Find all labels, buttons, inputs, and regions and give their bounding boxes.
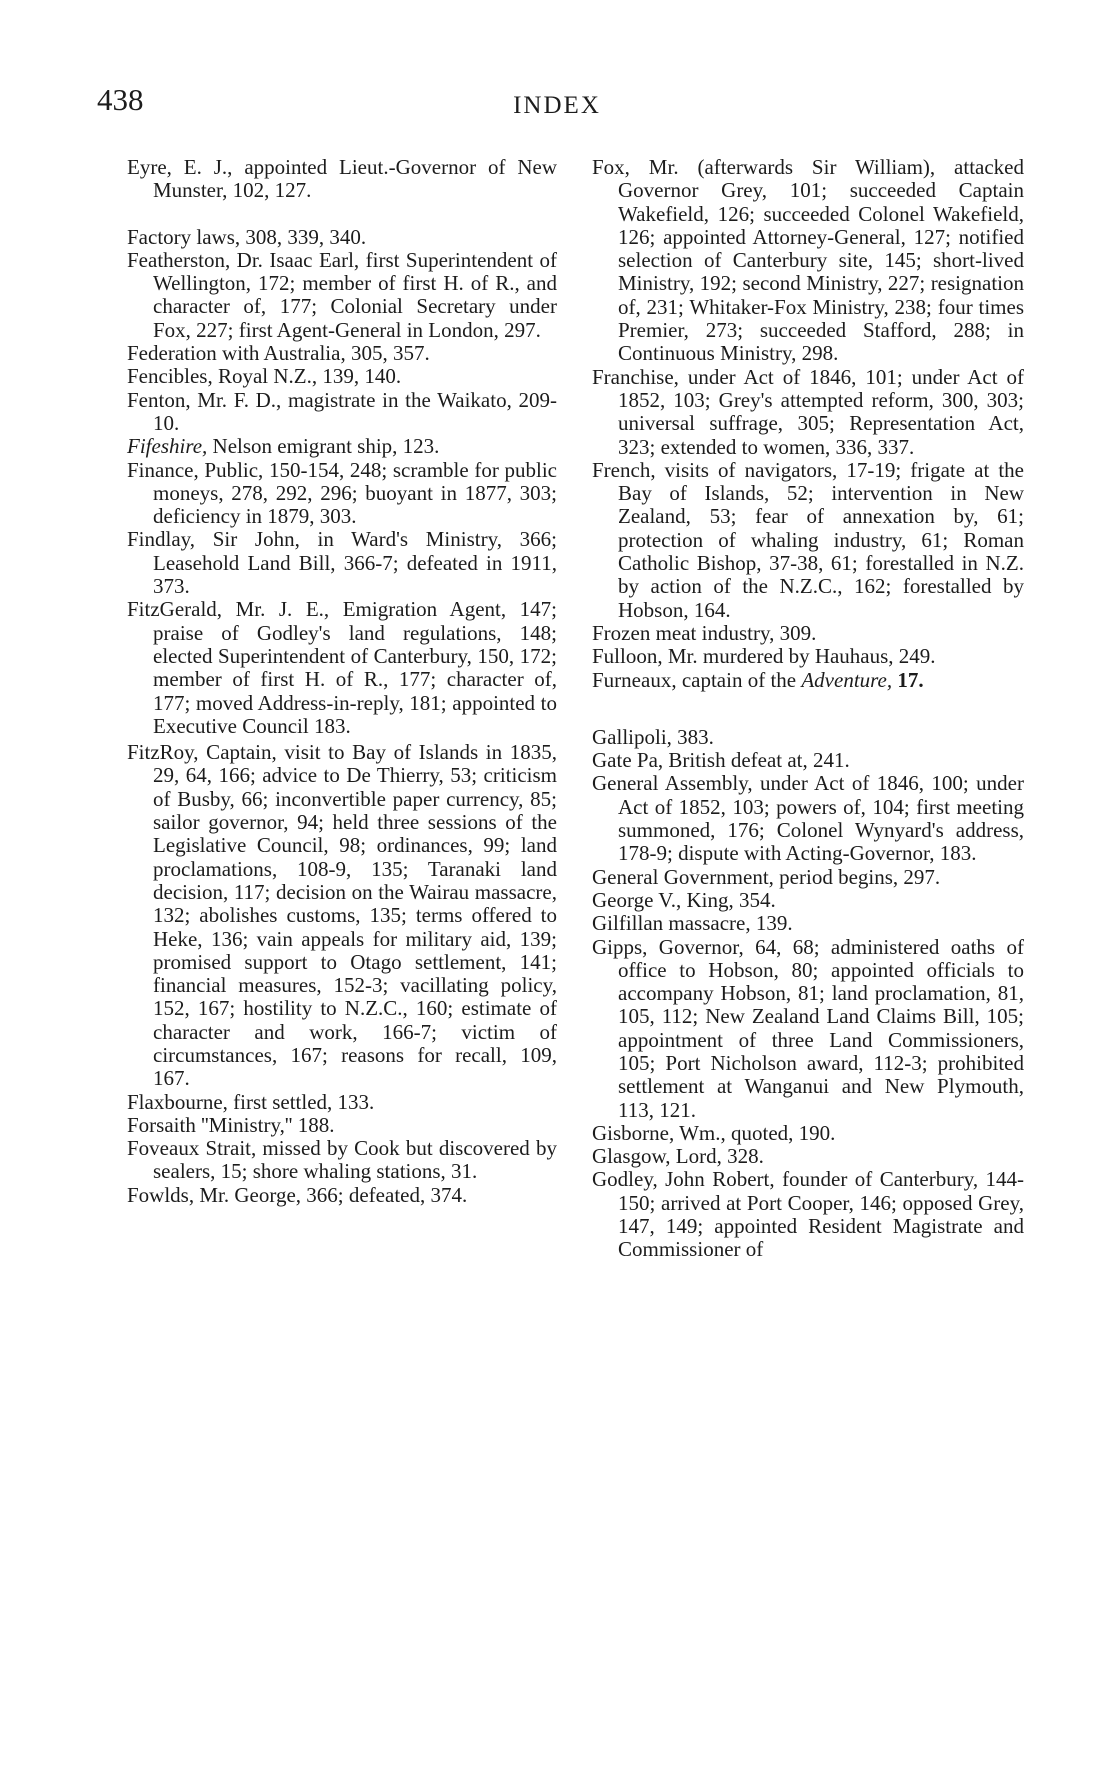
index-entry: Fenton, Mr. F. D., magistrate in the Waikato, 209-10. — [127, 387, 557, 435]
index-entry-text: Nelson emigrant ship, 123. — [207, 434, 440, 459]
ship-name-italic: Fifeshire, — [127, 434, 208, 459]
index-entry: Fulloon, Mr. murdered by Hauhaus, 249. — [592, 644, 936, 669]
index-entry: Fencibles, Royal N.Z., 139, 140. — [127, 364, 402, 389]
index-entry: Franchise, under Act of 1846, 101; under Act of 1852, 103; Grey's attempted reform, 300, 303; universal suffrage, 305; Representation Act, 323; extended to women, 336, 337. — [592, 364, 1024, 459]
page-ref-bold: 17. — [892, 667, 924, 692]
index-entry — [592, 669, 1024, 692]
index-entry: Godley, John Robert, founder of Canterbury, 144-150; arrived at Port Cooper, 146; opposed Grey, 147, 149; appointed Resident Magistrate and Commissioner of — [592, 1167, 1024, 1262]
index-column-left — [127, 156, 557, 1207]
index-entry: George V., King, 354. — [592, 887, 776, 912]
index-entry: FitzRoy, Captain, visit to Bay of Islands in 1835, 29, 64, 166; advice to De Thierry, 53; criticism of Busby, 66; inconvertible paper currency, 85; sailor governor, 94; held three sessions of the Legislative Council, 98; ordinances, 99; land proclamations, 108-9, 135; Taranaki land decision, 117; decision on the Wairau massacre, 132; abolishes customs, 135; terms offered to Heke, 136; vain appeals for military aid, 139; promised support to Otago settlement, 141; financial measures, 152-3; vacillating policy, 152, 167; hostility to N.Z.C., 160; estimate of character and work, 166-7; victim of circumstances, 167; reasons for recall, 109, 167. — [127, 740, 557, 1091]
index-column-right — [592, 156, 1024, 1262]
index-entry: Frozen meat industry, 309. — [592, 620, 817, 645]
index-entry: Factory laws, 308, 339, 340. — [127, 224, 367, 249]
index-entry: Gate Pa, British defeat at, 241. — [592, 748, 850, 773]
index-entry: General Government, period begins, 297. — [592, 864, 941, 889]
running-head: INDEX — [513, 92, 601, 119]
index-entry: Foveaux Strait, missed by Cook but discovered by sealers, 15; shore whaling stations, 31. — [127, 1136, 557, 1184]
index-entry: Finance, Public, 150-154, 248; scramble for public moneys, 278, 292, 296; buoyant in 1877, 303; deficiency in 1879, 303. — [127, 457, 557, 529]
ship-name-italic: Adventure, — [801, 667, 893, 692]
index-entry: Federation with Australia, 305, 357. — [127, 341, 430, 366]
index-entry: French, visits of navigators, 17-19; frigate at the Bay of Islands, 52; intervention in New Zealand, 53; fear of annexation by, 61; protection of whaling industry, 61; Roman Catholic Bishop, 37-38, 61; forestalled in N.Z. by action of the N.Z.C., 162; forestalled by Hobson, 164. — [592, 457, 1024, 622]
index-entry: FitzGerald, Mr. J. E., Emigration Agent, 147; praise of Godley's land regulations, 148; elected Superintendent of Canterbury, 150, 172; member of first H. of R., 177; character of, 177; moved Address-in-reply, 181; appointed to Executive Council 183. — [127, 597, 557, 738]
index-entry: Fox, Mr. (afterwards Sir William), attacked Governor Grey, 101; succeeded Captain Wakefield, 126; succeeded Colonel Wakefield, 126; appointed Attorney-General, 127; notified selection of Canterbury site, 145; short-lived Ministry, 192; second Ministry, 227; resignation of, 231; Whitaker-Fox Ministry, 238; four times Premier, 273; succeeded Stafford, 288; in Continuous Ministry, 298. — [592, 155, 1024, 366]
index-entry: Eyre, E. J., appointed Lieut.-Governor of New Munster, 102, 127. — [127, 155, 557, 203]
index-entry: Gisborne, Wm., quoted, 190. — [592, 1120, 836, 1145]
page-number: 438 — [97, 82, 144, 117]
index-entry: Gipps, Governor, 64, 68; administered oaths of office to Hobson, 80; appointed officials to accompany Hobson, 81; land proclamation, 81, 105, 112; New Zealand Land Claims Bill, 105; appointment of three Land Commissioners, 105; Port Nicholson award, 112-3; prohibited settlement at Wanganui and New Plymouth, 113, 121. — [592, 934, 1024, 1122]
index-entry: Featherston, Dr. Isaac Earl, first Superintendent of Wellington, 172; member of first H. of R., and character of, 177; Colonial Secretary under Fox, 227; first Agent-General in London, 297. — [127, 247, 557, 342]
index-entry: Gallipoli, 383. — [592, 724, 714, 749]
index-entry: Gilfillan massacre, 139. — [592, 911, 793, 936]
index-entry: Findlay, Sir John, in Ward's Ministry, 366; Leasehold Land Bill, 366-7; defeated in 1911, 373. — [127, 527, 557, 599]
index-entry: Fowlds, Mr. George, 366; defeated, 374. — [127, 1182, 468, 1207]
index-entry: Glasgow, Lord, 328. — [592, 1144, 764, 1169]
index-entry: Forsaith ''Ministry,'' 188. — [127, 1112, 335, 1137]
index-entry: Flaxbourne, first settled, 133. — [127, 1089, 375, 1114]
index-entry-text: Furneaux, captain of the — [592, 667, 802, 692]
index-entry — [127, 435, 557, 458]
index-entry: General Assembly, under Act of 1846, 100; under Act of 1852, 103; powers of, 104; first meeting summoned, 176; Colonel Wynyard's address, 178-9; dispute with Acting-Governor, 183. — [592, 771, 1024, 866]
